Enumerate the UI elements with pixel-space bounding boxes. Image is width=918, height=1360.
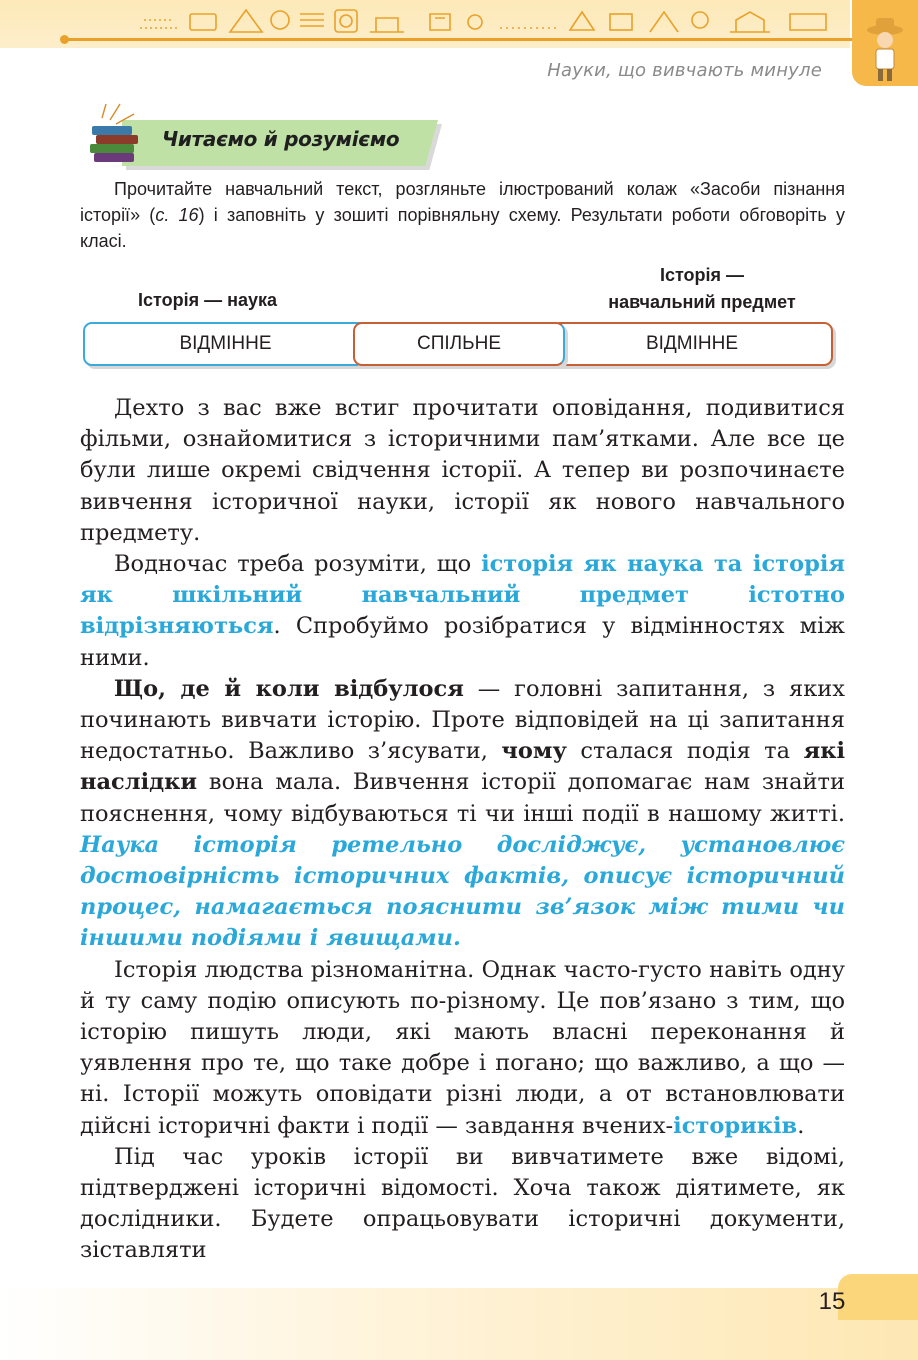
scheme-label-subject (590, 262, 814, 316)
explorer-icon (852, 0, 918, 86)
p3-highlight: Наука історія ретельно досліджує, установлює достовірність історичних фактів, описує історичний процес, намагається пояснити зв’язок між тими чи іншими подіями і явищами. (80, 831, 845, 952)
p3-text-3: вона мала. Вивчення історії допомагає нам знайти пояснення, чому відбуваються ті чи інші події в нашому житті. (80, 769, 845, 827)
scheme-label-science: Історія — наука (138, 290, 277, 310)
section-title: Читаємо й розуміємо (162, 127, 400, 151)
books-icon (82, 100, 146, 170)
section-heading (82, 100, 442, 170)
running-title: Науки, що вивчають минуле (547, 60, 822, 81)
header-rule-dot (60, 35, 69, 44)
paragraph-3 (80, 674, 845, 955)
scheme-label-subject-line1: Історія — (659, 265, 745, 285)
main-text (80, 393, 845, 1267)
history-ornament-icon (130, 4, 850, 38)
scheme-box-common: СПІЛЬНЕ (353, 322, 565, 366)
p3-bold-questions: Що, де й коли відбулося (114, 675, 464, 702)
p4-end: . (797, 1112, 805, 1139)
footer-band (0, 1288, 918, 1360)
p2-end: . Спробуймо розібратися у відмінностях між ними. (80, 613, 845, 671)
scheme-box-different-left: ВІДМІННЕ (83, 322, 368, 366)
task-text-part1: Прочитайте навчальний текст, розгляньте ілюстрований колаж «Засоби пізнання історії» ( (80, 179, 845, 225)
header-rule (64, 38, 854, 41)
p2-start: Водночас треба розуміти, що (114, 551, 482, 578)
scheme-box-different-right: ВІДМІННЕ (551, 322, 833, 366)
scheme-label-subject-line2: навчальний предмет (608, 292, 796, 312)
p2-highlight: історія як наука та історія як шкільний навчальний предмет істотно відрізняються (80, 551, 845, 640)
comparison-scheme (83, 322, 835, 368)
p3-bold-why: чому (501, 738, 567, 765)
paragraph-2 (80, 549, 845, 674)
p3-text-2: сталася подія та (566, 738, 804, 765)
p4-text: Історія людства різноманітна. Однак часто-густо навіть одну й ту саму подію описують по-різному. Це пов’язано з тим, що історію пишуть люди, які мають власні переконання й уявлення про те, що таке добре і погано; що важливо, а що — ні. Історії можуть оповідати різні люди, а от встановлювати дійсні історичні факти і події — завдання вчених- (80, 956, 845, 1139)
task-text-part2: ) і заповніть у зошиті порівняльну схему. Результати роботи обговоріть у класі. (80, 205, 845, 251)
paragraph-1: Дехто з вас вже встиг прочитати оповідання, подивитися фільми, ознайомитися з історичними пам’ятками. Але все це були лише окремі свідчення історії. А тепер ви розпочинаєте вивчення історичної науки, історії як нового навчального предмету. (80, 395, 845, 546)
p4-highlight: істориків (673, 1112, 798, 1139)
task-page-reference: с. 16 (155, 205, 199, 225)
paragraph-4 (80, 955, 845, 1142)
p3-text-1: — головні запитання, з яких починають вивчати історію. Проте відповідей на ці запитання недостатньо. Важливо з’ясувати, (80, 675, 845, 765)
paragraph-5: Під час уроків історії ви вивчатимете вже відомі, підтверджені історичні відомості. Хоча також діятимете, як дослідники. Будете опрацьовувати історичні документи, зіставляти (80, 1143, 845, 1264)
task-instruction (80, 176, 845, 254)
p3-bold-consequences: які наслідки (80, 738, 845, 796)
page-number: 15 (818, 1288, 846, 1315)
corner-badge (852, 0, 918, 86)
